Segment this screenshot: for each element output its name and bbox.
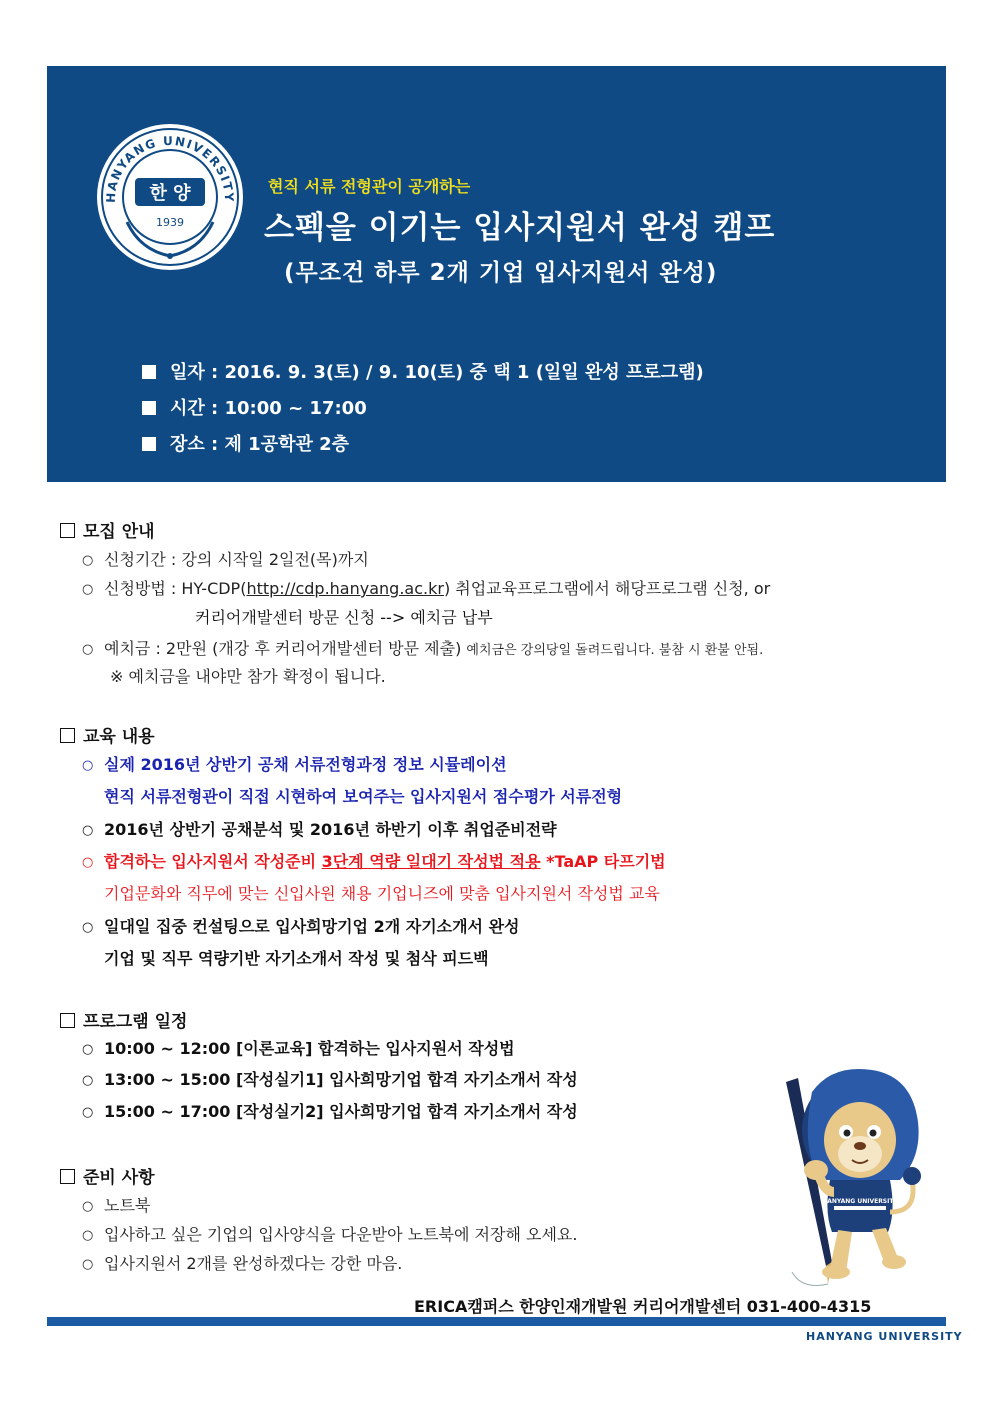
education-item-4-text: 일대일 집중 컨설팅으로 입사희망기업 2개 자기소개서 완성	[104, 917, 520, 936]
schedule-item	[82, 1036, 515, 1059]
seal-text: HANYANG UNIVERSITY	[103, 133, 237, 204]
mascot-shirt-text: HANYANG UNIVERSITY	[822, 1198, 898, 1205]
university-seal-logo	[95, 122, 245, 272]
checkbox-square-icon	[60, 728, 75, 743]
square-bullet-icon	[142, 437, 156, 451]
recruit-period	[82, 547, 369, 570]
prep-item	[82, 1193, 150, 1216]
circle-bullet-icon: ○	[82, 1105, 94, 1120]
education-item-3	[82, 849, 666, 872]
circle-bullet-icon: ○	[82, 1199, 94, 1214]
circle-bullet-icon: ○	[82, 1042, 94, 1057]
square-bullet-icon	[142, 365, 156, 379]
section-recruit-heading	[60, 517, 155, 542]
section-schedule-title: 프로그램 일정	[83, 1012, 188, 1032]
education-item-3-part-b: 3단계 역량 일대기 작성법 적용	[321, 852, 541, 871]
recruit-deposit-small: 예치금은 강의당일 돌려드립니다. 불참 시 환불 안됨.	[466, 643, 764, 658]
section-schedule-heading	[60, 1007, 187, 1032]
education-item-2-text: 2016년 상반기 공채분석 및 2016년 하반기 이후 취업준비전략	[104, 820, 557, 839]
recruit-method-prefix: 신청방법 : HY-CDP(	[104, 579, 247, 598]
info-place-text: 장소 : 제 1공학관 2층	[170, 434, 350, 455]
circle-bullet-icon: ○	[82, 758, 94, 773]
circle-bullet-icon: ○	[82, 823, 94, 838]
page-title: 스펙을 이기는 입사지원서 완성 캠프	[264, 210, 776, 246]
circle-bullet-icon: ○	[82, 553, 94, 568]
prep-item	[82, 1251, 402, 1274]
checkbox-square-icon	[60, 523, 75, 538]
page-subtitle: (무조건 하루 2개 기업 입사지원서 완성)	[284, 260, 718, 286]
prep-item-text: 입사하고 싶은 기업의 입사양식을 다운받아 노트북에 저장해 오세요.	[104, 1225, 578, 1244]
education-item-3-part-a: 합격하는 입사지원서 작성준비	[104, 852, 322, 871]
education-item-4-line2: 기업 및 직무 역량기반 자기소개서 작성 및 첨삭 피드백	[104, 949, 489, 968]
education-item-3-part-c: *TaAP 타프기법	[540, 852, 666, 871]
info-date	[142, 358, 704, 384]
section-education-title: 교육 내용	[83, 727, 155, 747]
info-date-text: 일자 : 2016. 9. 3(토) / 9. 10(토) 중 택 1 (일일 완성 프로그램)	[170, 362, 704, 383]
education-item-4	[82, 914, 520, 937]
education-item-3-line2: 기업문화와 직무에 맞는 신입사원 채용 기업니즈에 맞춤 입사지원서 작성법 교육	[104, 884, 660, 903]
schedule-item-text: 13:00 ~ 15:00 [작성실기1] 입사희망기업 합격 자기소개서 작성	[104, 1070, 578, 1089]
education-item-1-text: 실제 2016년 상반기 공채 서류전형과정 정보 시뮬레이션	[104, 755, 507, 774]
section-education-heading	[60, 722, 155, 747]
recruit-period-text: 신청기간 : 강의 시작일 2일전(목)까지	[104, 550, 369, 569]
prep-item	[82, 1222, 577, 1245]
schedule-item	[82, 1099, 578, 1122]
circle-bullet-icon: ○	[82, 1228, 94, 1243]
circle-bullet-icon: ○	[82, 920, 94, 935]
recruit-method-line2: 커리어개발센터 방문 신청 --> 예치금 납부	[195, 608, 493, 627]
section-prep-title: 준비 사항	[83, 1168, 155, 1188]
lion-mascot-illustration	[772, 1062, 930, 1297]
seal-name: 한 양	[149, 183, 191, 204]
prep-item-text: 노트북	[104, 1196, 151, 1215]
schedule-item-text: 10:00 ~ 12:00 [이론교육] 합격하는 입사지원서 작성법	[104, 1039, 515, 1058]
checkbox-square-icon	[60, 1169, 75, 1184]
recruit-deposit	[82, 636, 763, 659]
education-item-1-line2: 현직 서류전형관이 직접 시현하여 보여주는 입사지원서 점수평가 서류전형	[104, 787, 623, 806]
recruit-deposit-main: 예치금 : 2만원 (개강 후 커리어개발센터 방문 제출)	[104, 639, 462, 658]
circle-bullet-icon: ○	[82, 642, 94, 657]
circle-bullet-icon: ○	[82, 855, 94, 870]
hy-cdp-link[interactable]: http://cdp.hanyang.ac.kr	[246, 579, 444, 598]
square-bullet-icon	[142, 401, 156, 415]
section-prep-heading	[60, 1163, 155, 1188]
section-recruit-title: 모집 안내	[83, 522, 155, 542]
prep-item-text: 입사지원서 2개를 완성하겠다는 강한 마음.	[104, 1254, 403, 1273]
checkbox-square-icon	[60, 1013, 75, 1028]
footer-contact: ERICA캠퍼스 한양인재개발원 커리어개발센터 031-400-4315	[414, 1297, 872, 1316]
circle-bullet-icon: ○	[82, 582, 94, 597]
schedule-item	[82, 1067, 578, 1090]
seal-year: 1939	[156, 216, 184, 229]
recruit-method-suffix: ) 취업교육프로그램에서 해당프로그램 신청, or	[443, 579, 771, 598]
info-time	[142, 394, 367, 420]
education-item-2	[82, 817, 557, 840]
footer-university-logo: HANYANG UNIVERSITY	[806, 1330, 963, 1343]
banner-subheading: 현직 서류 전형관이 공개하는	[268, 177, 471, 196]
recruit-method	[82, 576, 770, 599]
education-item-1	[82, 752, 507, 775]
recruit-deposit-note: ※ 예치금을 내야만 참가 확정이 됩니다.	[110, 667, 386, 686]
info-time-text: 시간 : 10:00 ~ 17:00	[170, 398, 367, 419]
info-place	[142, 430, 349, 456]
circle-bullet-icon: ○	[82, 1257, 94, 1272]
circle-bullet-icon: ○	[82, 1073, 94, 1088]
schedule-item-text: 15:00 ~ 17:00 [작성실기2] 입사희망기업 합격 자기소개서 작성	[104, 1102, 578, 1121]
footer-bar	[47, 1317, 946, 1326]
